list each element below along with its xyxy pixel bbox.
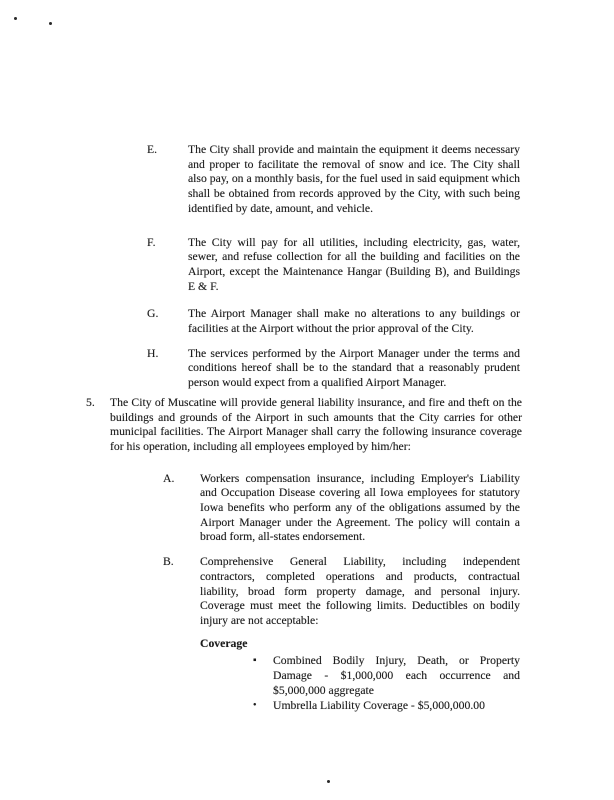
coverage-bullet-list	[253, 654, 520, 713]
coverage-bullet-text: Combined Bodily Injury, Death, or Property Damage - $1,000,000 each occurrence and $5,000,000 aggregate	[273, 654, 520, 697]
coverage-bullet-text: Umbrella Liability Coverage - $5,000,000.00	[273, 698, 485, 712]
clause-G-label: G.	[147, 307, 159, 321]
clause-H-label: H.	[147, 346, 159, 360]
clause-A-label: A.	[163, 471, 175, 485]
clause-5	[86, 396, 614, 455]
clause-A-text: Workers compensation insurance, including Employer's Liability and Occupation Disease covering all Iowa employees for statutory Iowa benefits who perform any of the obligations assumed by the Airport Manager under the Agreement. The policy will contain a broad form, all-states endorsement.	[200, 471, 520, 544]
clause-H-text: The services performed by the Airport Manager under the terms and conditions hereof shall be to the standard that a reasonably prudent person would expect from a qualified Airport Manager.	[188, 346, 520, 390]
clause-E-text: The City shall provide and maintain the equipment it deems necessary and proper to facilitate the removal of snow and ice. The City shall also pay, on a monthly basis, for the fuel used in said equipment which shall be obtained from records approved by the City, with such being identified by date, amount, and vehicle.	[188, 143, 520, 215]
scan-speck	[49, 22, 52, 25]
clause-B-label: B.	[163, 555, 174, 569]
clause-A	[163, 472, 614, 546]
clause-E	[147, 143, 614, 217]
scan-speck	[14, 17, 17, 20]
clause-G-text: The Airport Manager shall make no alterations to any buildings or facilities at the Airport without the prior approval of the City.	[188, 307, 520, 336]
clause-G	[147, 307, 614, 336]
document-content	[0, 143, 614, 713]
coverage-bullet-item	[253, 699, 520, 714]
clause-F	[147, 236, 614, 295]
clause-B	[163, 555, 614, 629]
square-bullet-icon: ▪	[253, 655, 257, 667]
clause-F-label: F.	[147, 235, 156, 249]
clause-5-label: 5.	[86, 395, 95, 409]
coverage-bullet-item	[253, 654, 520, 698]
clause-B-text: Comprehensive General Liability, including independent contractors, completed operations and products, contractual liability, broad form property damage, and personal injury. Coverage must meet the following limits. Deductibles on bodily injury are not acceptable:	[200, 555, 520, 627]
round-bullet-icon: •	[253, 699, 257, 711]
clause-5-text: The City of Muscatine will provide general liability insurance, and fire and theft on the buildings and grounds of the Airport in such amounts that the City carries for other municipal facilities. The Airport Manager shall carry the following insurance coverage for his operation, including all employees employed by him/her:	[110, 395, 522, 453]
clause-E-label: E.	[147, 143, 158, 156]
clause-H	[147, 347, 614, 391]
scan-speck	[327, 780, 330, 783]
clause-F-text: The City will pay for all utilities, including electricity, gas, water, sewer, and refuse collection for all the building and facilities on the Airport, except the Maintenance Hangar (Building B), and Buildings E & F.	[188, 235, 520, 293]
coverage-heading: Coverage	[200, 636, 248, 650]
